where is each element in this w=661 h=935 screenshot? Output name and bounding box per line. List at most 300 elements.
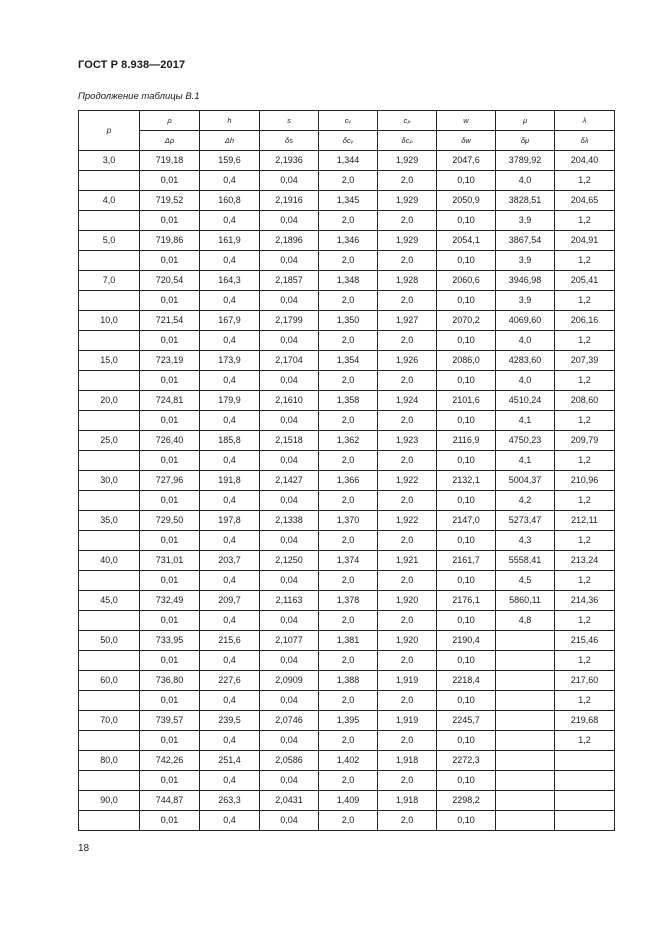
value-cell: 1,920 <box>378 631 437 651</box>
value-cell: 205,41 <box>555 271 615 291</box>
table-row-uncertainties <box>79 491 615 511</box>
uncertainty-cell: 2,0 <box>378 571 437 591</box>
value-cell: 2,1338 <box>260 511 319 531</box>
uncertainty-cell: 2,0 <box>319 251 378 271</box>
value-cell: 726,40 <box>140 431 200 451</box>
value-cell: 2086,0 <box>437 351 496 371</box>
uncertainty-cell: 1,2 <box>555 251 615 271</box>
value-cell: 2,1250 <box>260 551 319 571</box>
uncertainty-cell: 0,04 <box>260 691 319 711</box>
value-cell: 2,0586 <box>260 751 319 771</box>
uncertainty-cell: 0,04 <box>260 811 319 831</box>
uncertainty-cell: 2,0 <box>319 691 378 711</box>
pressure-cell: 25,0 <box>79 431 140 451</box>
value-cell: 1,395 <box>319 711 378 731</box>
value-cell: 2298,2 <box>437 791 496 811</box>
value-cell: 263,3 <box>200 791 260 811</box>
value-cell: 2272,3 <box>437 751 496 771</box>
uncertainty-cell <box>496 691 555 711</box>
uncertainty-cell: 2,0 <box>319 571 378 591</box>
value-cell: 720,54 <box>140 271 200 291</box>
pressure-cell: 70,0 <box>79 711 140 731</box>
table-row-uncertainties <box>79 811 615 831</box>
value-cell: 1,924 <box>378 391 437 411</box>
column-header-symbol: cᵥ <box>319 111 378 131</box>
value-cell: 159,6 <box>200 151 260 171</box>
value-cell: 179,9 <box>200 391 260 411</box>
value-cell: 185,8 <box>200 431 260 451</box>
uncertainty-cell: 1,2 <box>555 651 615 671</box>
empty-pressure-cell <box>79 491 140 511</box>
page-number: 18 <box>78 843 90 854</box>
value-cell: 1,370 <box>319 511 378 531</box>
value-cell: 215,46 <box>555 631 615 651</box>
column-header-uncertainty: δw <box>437 131 496 151</box>
value-cell: 729,50 <box>140 511 200 531</box>
uncertainty-cell: 0,10 <box>437 651 496 671</box>
uncertainty-cell: 0,01 <box>140 171 200 191</box>
uncertainty-cell: 0,04 <box>260 371 319 391</box>
empty-pressure-cell <box>79 371 140 391</box>
uncertainty-cell <box>496 731 555 751</box>
uncertainty-cell: 0,4 <box>200 571 260 591</box>
uncertainty-cell: 2,0 <box>319 611 378 631</box>
pressure-cell: 45,0 <box>79 591 140 611</box>
pressure-cell: 10,0 <box>79 311 140 331</box>
value-cell: 2047,6 <box>437 151 496 171</box>
value-cell: 2,1518 <box>260 431 319 451</box>
uncertainty-cell: 0,04 <box>260 451 319 471</box>
uncertainty-cell: 0,4 <box>200 371 260 391</box>
value-cell: 719,86 <box>140 231 200 251</box>
value-cell: 204,91 <box>555 231 615 251</box>
table-row-values <box>79 591 615 611</box>
value-cell: 2147,0 <box>437 511 496 531</box>
uncertainty-cell: 0,4 <box>200 171 260 191</box>
uncertainty-cell: 0,04 <box>260 331 319 351</box>
table-row-uncertainties <box>79 691 615 711</box>
table-row-uncertainties <box>79 371 615 391</box>
value-cell: 5273,47 <box>496 511 555 531</box>
value-cell: 204,40 <box>555 151 615 171</box>
uncertainty-cell: 2,0 <box>319 531 378 551</box>
uncertainty-cell: 1,2 <box>555 531 615 551</box>
uncertainty-cell: 0,10 <box>437 811 496 831</box>
pressure-cell: 20,0 <box>79 391 140 411</box>
uncertainty-cell: 0,01 <box>140 571 200 591</box>
uncertainty-cell: 2,0 <box>319 451 378 471</box>
uncertainty-cell <box>555 771 615 791</box>
uncertainty-cell: 2,0 <box>378 371 437 391</box>
uncertainty-cell: 0,04 <box>260 251 319 271</box>
value-cell: 1,378 <box>319 591 378 611</box>
uncertainty-cell <box>496 651 555 671</box>
uncertainty-cell: 0,04 <box>260 491 319 511</box>
uncertainty-cell: 0,01 <box>140 491 200 511</box>
empty-pressure-cell <box>79 731 140 751</box>
uncertainty-cell: 1,2 <box>555 731 615 751</box>
value-cell: 2,0431 <box>260 791 319 811</box>
value-cell: 3867,54 <box>496 231 555 251</box>
uncertainty-cell: 0,10 <box>437 251 496 271</box>
value-cell: 2,1077 <box>260 631 319 651</box>
column-header-symbol: λ <box>555 111 615 131</box>
value-cell: 1,927 <box>378 311 437 331</box>
uncertainty-cell: 0,01 <box>140 451 200 471</box>
uncertainty-cell: 1,2 <box>555 211 615 231</box>
value-cell: 2,1857 <box>260 271 319 291</box>
uncertainty-cell: 0,04 <box>260 651 319 671</box>
value-cell: 2,0746 <box>260 711 319 731</box>
uncertainty-cell: 2,0 <box>378 211 437 231</box>
uncertainty-cell <box>496 771 555 791</box>
table-row-uncertainties <box>79 291 615 311</box>
value-cell <box>496 711 555 731</box>
value-cell: 1,929 <box>378 231 437 251</box>
value-cell: 4283,60 <box>496 351 555 371</box>
value-cell: 239,5 <box>200 711 260 731</box>
header-row-uncertainties <box>79 131 615 151</box>
uncertainty-cell: 2,0 <box>378 451 437 471</box>
uncertainty-cell: 2,0 <box>378 491 437 511</box>
uncertainty-cell: 0,01 <box>140 211 200 231</box>
value-cell: 203,7 <box>200 551 260 571</box>
table-row-uncertainties <box>79 451 615 471</box>
value-cell: 1,402 <box>319 751 378 771</box>
uncertainty-cell: 2,0 <box>378 731 437 751</box>
value-cell: 1,388 <box>319 671 378 691</box>
value-cell: 1,350 <box>319 311 378 331</box>
data-table <box>78 110 615 831</box>
value-cell: 1,929 <box>378 191 437 211</box>
value-cell: 2245,7 <box>437 711 496 731</box>
table-caption: Продолжение таблицы В.1 <box>78 91 200 102</box>
uncertainty-cell: 0,01 <box>140 411 200 431</box>
uncertainty-cell: 0,10 <box>437 611 496 631</box>
value-cell: 161,9 <box>200 231 260 251</box>
value-cell: 164,3 <box>200 271 260 291</box>
uncertainty-cell: 1,2 <box>555 291 615 311</box>
uncertainty-cell: 0,4 <box>200 331 260 351</box>
value-cell: 1,926 <box>378 351 437 371</box>
value-cell: 2,1896 <box>260 231 319 251</box>
value-cell: 1,921 <box>378 551 437 571</box>
empty-pressure-cell <box>79 411 140 431</box>
uncertainty-cell: 0,01 <box>140 331 200 351</box>
uncertainty-cell: 2,0 <box>319 491 378 511</box>
pressure-cell: 7,0 <box>79 271 140 291</box>
column-header-symbol: cₚ <box>378 111 437 131</box>
value-cell <box>496 751 555 771</box>
pressure-cell: 4,0 <box>79 191 140 211</box>
uncertainty-cell: 1,2 <box>555 571 615 591</box>
value-cell: 739,57 <box>140 711 200 731</box>
uncertainty-cell: 1,2 <box>555 371 615 391</box>
value-cell: 2070,2 <box>437 311 496 331</box>
uncertainty-cell: 0,01 <box>140 771 200 791</box>
column-header-symbol: μ <box>496 111 555 131</box>
uncertainty-cell: 4,2 <box>496 491 555 511</box>
value-cell: 1,362 <box>319 431 378 451</box>
value-cell: 733,95 <box>140 631 200 651</box>
empty-pressure-cell <box>79 611 140 631</box>
value-cell: 2050,9 <box>437 191 496 211</box>
value-cell: 1,354 <box>319 351 378 371</box>
table-row-uncertainties <box>79 651 615 671</box>
value-cell: 210,96 <box>555 471 615 491</box>
uncertainty-cell: 0,04 <box>260 411 319 431</box>
uncertainty-cell: 0,4 <box>200 491 260 511</box>
empty-pressure-cell <box>79 211 140 231</box>
empty-pressure-cell <box>79 331 140 351</box>
uncertainty-cell: 0,04 <box>260 571 319 591</box>
uncertainty-cell: 2,0 <box>319 291 378 311</box>
uncertainty-cell: 0,4 <box>200 651 260 671</box>
uncertainty-cell: 2,0 <box>319 211 378 231</box>
uncertainty-cell: 1,2 <box>555 691 615 711</box>
pressure-cell: 90,0 <box>79 791 140 811</box>
pressure-cell: 30,0 <box>79 471 140 491</box>
value-cell: 1,918 <box>378 751 437 771</box>
uncertainty-cell: 0,10 <box>437 771 496 791</box>
value-cell: 1,374 <box>319 551 378 571</box>
uncertainty-cell: 0,10 <box>437 571 496 591</box>
document-header: ГОСТ Р 8.938—2017 <box>78 59 186 71</box>
value-cell <box>496 791 555 811</box>
value-cell: 736,80 <box>140 671 200 691</box>
value-cell: 1,922 <box>378 471 437 491</box>
table-row-uncertainties <box>79 331 615 351</box>
uncertainty-cell: 0,10 <box>437 691 496 711</box>
value-cell: 4510,24 <box>496 391 555 411</box>
table-row-uncertainties <box>79 531 615 551</box>
uncertainty-cell: 0,4 <box>200 251 260 271</box>
value-cell: 1,366 <box>319 471 378 491</box>
table-row-values <box>79 431 615 451</box>
empty-pressure-cell <box>79 651 140 671</box>
uncertainty-cell: 0,01 <box>140 811 200 831</box>
value-cell: 2,1704 <box>260 351 319 371</box>
value-cell: 2116,9 <box>437 431 496 451</box>
value-cell: 2,1799 <box>260 311 319 331</box>
uncertainty-cell: 0,4 <box>200 451 260 471</box>
uncertainty-cell: 0,04 <box>260 211 319 231</box>
uncertainty-cell: 0,04 <box>260 171 319 191</box>
value-cell: 212,11 <box>555 511 615 531</box>
uncertainty-cell: 2,0 <box>378 771 437 791</box>
uncertainty-cell: 0,4 <box>200 731 260 751</box>
uncertainty-cell: 0,10 <box>437 451 496 471</box>
uncertainty-cell: 0,10 <box>437 371 496 391</box>
value-cell: 5558,41 <box>496 551 555 571</box>
value-cell: 4750,23 <box>496 431 555 451</box>
table-row-values <box>79 151 615 171</box>
value-cell: 2,1163 <box>260 591 319 611</box>
value-cell: 197,8 <box>200 511 260 531</box>
pressure-cell: 50,0 <box>79 631 140 651</box>
value-cell: 1,923 <box>378 431 437 451</box>
value-cell: 2132,1 <box>437 471 496 491</box>
column-header-uncertainty: δcᵥ <box>319 131 378 151</box>
empty-pressure-cell <box>79 571 140 591</box>
uncertainty-cell: 0,4 <box>200 211 260 231</box>
uncertainty-cell: 0,01 <box>140 371 200 391</box>
uncertainty-cell: 0,10 <box>437 411 496 431</box>
value-cell: 732,49 <box>140 591 200 611</box>
uncertainty-cell: 1,2 <box>555 611 615 631</box>
uncertainty-cell: 0,10 <box>437 291 496 311</box>
value-cell: 2176,1 <box>437 591 496 611</box>
value-cell: 2161,7 <box>437 551 496 571</box>
value-cell: 227,6 <box>200 671 260 691</box>
uncertainty-cell: 2,0 <box>378 291 437 311</box>
uncertainty-cell: 0,10 <box>437 171 496 191</box>
value-cell: 215,6 <box>200 631 260 651</box>
uncertainty-cell: 0,10 <box>437 331 496 351</box>
uncertainty-cell: 0,01 <box>140 251 200 271</box>
uncertainty-cell <box>555 811 615 831</box>
value-cell: 251,4 <box>200 751 260 771</box>
uncertainty-cell: 1,2 <box>555 491 615 511</box>
table-row-uncertainties <box>79 771 615 791</box>
value-cell: 744,87 <box>140 791 200 811</box>
value-cell: 1,346 <box>319 231 378 251</box>
value-cell: 2,1427 <box>260 471 319 491</box>
value-cell: 207,39 <box>555 351 615 371</box>
column-header-symbol: ρ <box>140 111 200 131</box>
empty-pressure-cell <box>79 171 140 191</box>
uncertainty-cell: 2,0 <box>378 251 437 271</box>
value-cell: 219,68 <box>555 711 615 731</box>
empty-pressure-cell <box>79 771 140 791</box>
value-cell: 1,919 <box>378 671 437 691</box>
table-row-values <box>79 391 615 411</box>
uncertainty-cell: 0,01 <box>140 531 200 551</box>
value-cell: 5004,37 <box>496 471 555 491</box>
uncertainty-cell: 2,0 <box>319 371 378 391</box>
uncertainty-cell: 3,9 <box>496 251 555 271</box>
table-row-values <box>79 471 615 491</box>
uncertainty-cell: 0,4 <box>200 531 260 551</box>
uncertainty-cell: 0,10 <box>437 731 496 751</box>
table-row-values <box>79 271 615 291</box>
uncertainty-cell: 2,0 <box>378 651 437 671</box>
uncertainty-cell: 0,4 <box>200 291 260 311</box>
value-cell: 2218,4 <box>437 671 496 691</box>
value-cell: 206,16 <box>555 311 615 331</box>
uncertainty-cell: 2,0 <box>378 611 437 631</box>
uncertainty-cell: 2,0 <box>319 171 378 191</box>
uncertainty-cell: 2,0 <box>378 411 437 431</box>
uncertainty-cell: 0,01 <box>140 731 200 751</box>
column-header-uncertainty: Δρ <box>140 131 200 151</box>
uncertainty-cell: 0,04 <box>260 771 319 791</box>
value-cell: 723,19 <box>140 351 200 371</box>
table-row-values <box>79 791 615 811</box>
uncertainty-cell: 0,4 <box>200 771 260 791</box>
value-cell: 217,60 <box>555 671 615 691</box>
value-cell: 1,922 <box>378 511 437 531</box>
uncertainty-cell: 0,4 <box>200 691 260 711</box>
table-row-values <box>79 231 615 251</box>
empty-pressure-cell <box>79 691 140 711</box>
empty-pressure-cell <box>79 531 140 551</box>
uncertainty-cell: 2,0 <box>378 171 437 191</box>
value-cell: 2,1916 <box>260 191 319 211</box>
value-cell <box>555 791 615 811</box>
table-row-values <box>79 751 615 771</box>
pressure-cell: 60,0 <box>79 671 140 691</box>
table-row-uncertainties <box>79 171 615 191</box>
value-cell: 213,24 <box>555 551 615 571</box>
uncertainty-cell: 4,0 <box>496 331 555 351</box>
uncertainty-cell: 0,4 <box>200 811 260 831</box>
pressure-cell: 80,0 <box>79 751 140 771</box>
value-cell: 2,1610 <box>260 391 319 411</box>
table-row-values <box>79 631 615 651</box>
value-cell: 209,79 <box>555 431 615 451</box>
table-row-values <box>79 351 615 371</box>
empty-pressure-cell <box>79 811 140 831</box>
value-cell: 1,920 <box>378 591 437 611</box>
uncertainty-cell: 2,0 <box>319 411 378 431</box>
value-cell: 721,54 <box>140 311 200 331</box>
value-cell: 204,65 <box>555 191 615 211</box>
column-header-uncertainty: δμ <box>496 131 555 151</box>
value-cell: 2,0909 <box>260 671 319 691</box>
value-cell <box>555 751 615 771</box>
column-header-uncertainty: Δh <box>200 131 260 151</box>
uncertainty-cell: 2,0 <box>319 811 378 831</box>
uncertainty-cell: 4,8 <box>496 611 555 631</box>
uncertainty-cell: 0,04 <box>260 731 319 751</box>
uncertainty-cell: 2,0 <box>319 331 378 351</box>
uncertainty-cell: 0,04 <box>260 531 319 551</box>
value-cell: 1,345 <box>319 191 378 211</box>
table-row-values <box>79 551 615 571</box>
value-cell: 724,81 <box>140 391 200 411</box>
column-header-uncertainty: δcₚ <box>378 131 437 151</box>
value-cell: 1,929 <box>378 151 437 171</box>
value-cell <box>496 631 555 651</box>
value-cell: 191,8 <box>200 471 260 491</box>
column-header-symbol: s <box>260 111 319 131</box>
uncertainty-cell: 0,01 <box>140 611 200 631</box>
value-cell: 209,7 <box>200 591 260 611</box>
value-cell: 719,18 <box>140 151 200 171</box>
value-cell: 208,60 <box>555 391 615 411</box>
value-cell: 160,8 <box>200 191 260 211</box>
value-cell: 2190,4 <box>437 631 496 651</box>
empty-pressure-cell <box>79 251 140 271</box>
uncertainty-cell <box>496 811 555 831</box>
value-cell: 1,918 <box>378 791 437 811</box>
uncertainty-cell: 0,04 <box>260 611 319 631</box>
uncertainty-cell: 4,1 <box>496 411 555 431</box>
table-row-uncertainties <box>79 611 615 631</box>
table-row-values <box>79 711 615 731</box>
column-header-symbol: w <box>437 111 496 131</box>
uncertainty-cell: 4,1 <box>496 451 555 471</box>
value-cell: 1,381 <box>319 631 378 651</box>
column-header-uncertainty: δs <box>260 131 319 151</box>
value-cell: 167,9 <box>200 311 260 331</box>
empty-pressure-cell <box>79 451 140 471</box>
table-row-uncertainties <box>79 571 615 591</box>
uncertainty-cell: 2,0 <box>319 771 378 791</box>
uncertainty-cell: 0,4 <box>200 411 260 431</box>
uncertainty-cell: 0,4 <box>200 611 260 631</box>
